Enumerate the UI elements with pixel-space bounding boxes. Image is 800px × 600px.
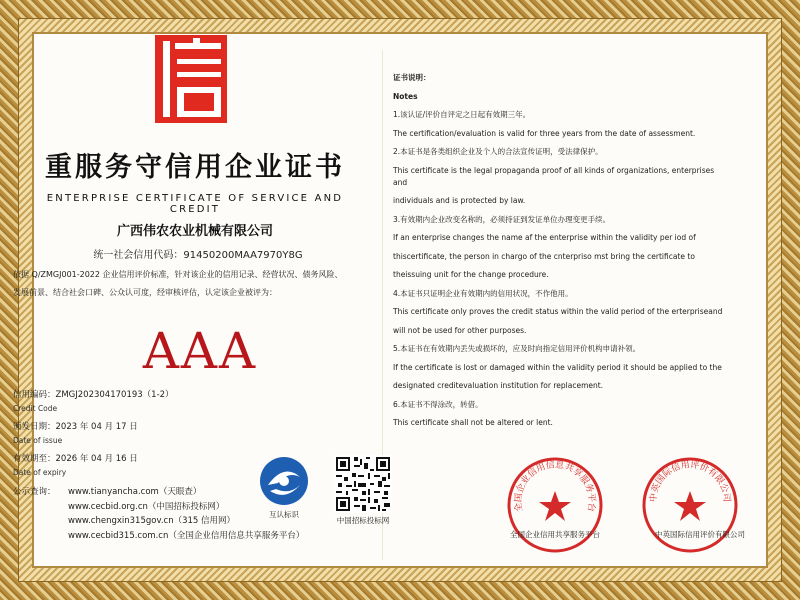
note-line: designated creditevaluation institution for replacement.	[393, 381, 604, 390]
query-site: www.chengxin315gov.cn（315 信用网）	[68, 516, 236, 526]
query-label: 公示查询：	[13, 487, 56, 497]
credit-code-label: 信用编码：	[13, 390, 56, 400]
note-line: 2.本证书是各类组织企业及个人的合法宣传证明，受法律保护。	[393, 147, 603, 156]
certificate-title-en: ENTERPRISE CERTIFICATE OF SERVICE AND CREDIT	[46, 193, 344, 215]
note-line: 1.该认证/评价自评定之日起有效期三年。	[393, 110, 531, 119]
issue-date-value: 2023 年 04 月 17 日	[55, 422, 138, 432]
query-site: www.cecbid.org.cn（中国招标投标网）	[68, 501, 225, 512]
mutual-recognition-block	[258, 455, 310, 520]
note-line: This certificate only proves the credit status within the valid period of the erterpriseand	[393, 307, 723, 316]
expiry-date-field	[13, 453, 138, 479]
certificate-title: 重服务守信用企业证书	[45, 152, 345, 183]
query-site: www.tianyancha.com（天眼查）	[68, 487, 202, 497]
certificate-notes	[393, 36, 725, 429]
company-name: 广西伟农农业机械有限公司	[116, 224, 273, 239]
notes-heading: 证书说明：	[393, 73, 431, 82]
rating-agency-seal-ring-text: 中英国际信用评价有限公司	[648, 460, 732, 503]
rating-agency-seal-label: 中英国际信用评价有限公司	[655, 530, 745, 539]
note-line: 4.本证书只证明企业有效期内的信用状况，不作他用。	[393, 288, 573, 298]
credit-code-value: ZMGJ202304170193（1-2）	[55, 390, 174, 400]
credit-rating: AAA	[142, 322, 258, 380]
platform-seal-icon	[505, 455, 605, 555]
note-line: If the certificate is lost or damaged within the validity period it should be applied to the	[393, 362, 722, 372]
note-line: 3.有效期内企业改变名称的，必须持证到发证单位办理变更手续。	[393, 214, 611, 224]
platform-seal-label: 全国企业信用共享服务平台	[510, 530, 600, 539]
qr-code-block	[334, 455, 392, 526]
platform-seal-ring-text: 全国企业信用信息共享服务平台	[513, 460, 597, 513]
mutual-recognition-emblem-icon	[258, 455, 310, 507]
evaluation-basis	[13, 266, 363, 302]
issue-date-label-en: Date of issue	[13, 436, 63, 445]
expiry-date-value: 2026 年 04 月 16 日	[55, 454, 138, 464]
note-line: thiscertificate, the person in chargo of the cnterpriso mst bring the certificate to	[393, 251, 695, 261]
note-line: This certificate shall not be altered or lent.	[393, 418, 553, 427]
social-credit-code: 统一社会信用代码：91450200MAA7970Y8G	[93, 250, 303, 261]
qr-code-icon	[334, 455, 392, 513]
note-line: 6.本证书不得涂改，转借。	[393, 399, 483, 409]
basis-line: 依据 Q/ZMGJ001-2022 企业信用评价标准，针对该企业的信用记录、经营状况、债务风险、	[13, 270, 343, 279]
basis-line: 发展前景、结合社会口碑、公众认可度，经审核评估，认定该企业被评为：	[13, 288, 277, 297]
note-line: individuals and is protected by law.	[393, 196, 526, 205]
credit-code-label-en: Credit Code	[13, 404, 58, 413]
note-line: If an enterprise changes the name af the enterprise within the validity per iod of	[393, 233, 696, 242]
notes-heading-en: Notes	[393, 91, 418, 101]
note-line: This certificate is the legal propaganda proof of all kinds of organizations, enterprises and	[393, 165, 715, 187]
note-line: theissuing unit for the change procedure.	[393, 270, 549, 279]
expiry-date-label-en: Date of expiry	[13, 468, 67, 477]
note-line: will not be used for other purposes.	[393, 325, 527, 335]
qr-code-label: 中国招标投标网	[336, 516, 390, 525]
rating-agency-seal-icon	[640, 455, 740, 555]
note-line: The certification/evaluation is valid for three years from the date of assessment.	[393, 128, 696, 138]
issue-date-field	[13, 421, 138, 447]
issue-date-label: 颁发日期：	[13, 422, 56, 432]
credit-code-field	[13, 389, 174, 415]
credit-logo-icon	[155, 35, 227, 123]
note-line: 5.本证书在有效期内丢失或损坏的，应及时向指定信用评价机构申请补领。	[393, 344, 641, 353]
expiry-date-label: 有效期至：	[13, 454, 56, 464]
query-site: www.cecbid315.com.cn（全国企业信用信息共享服务平台）	[68, 530, 305, 541]
emblem-label: 互认标识	[269, 510, 299, 519]
